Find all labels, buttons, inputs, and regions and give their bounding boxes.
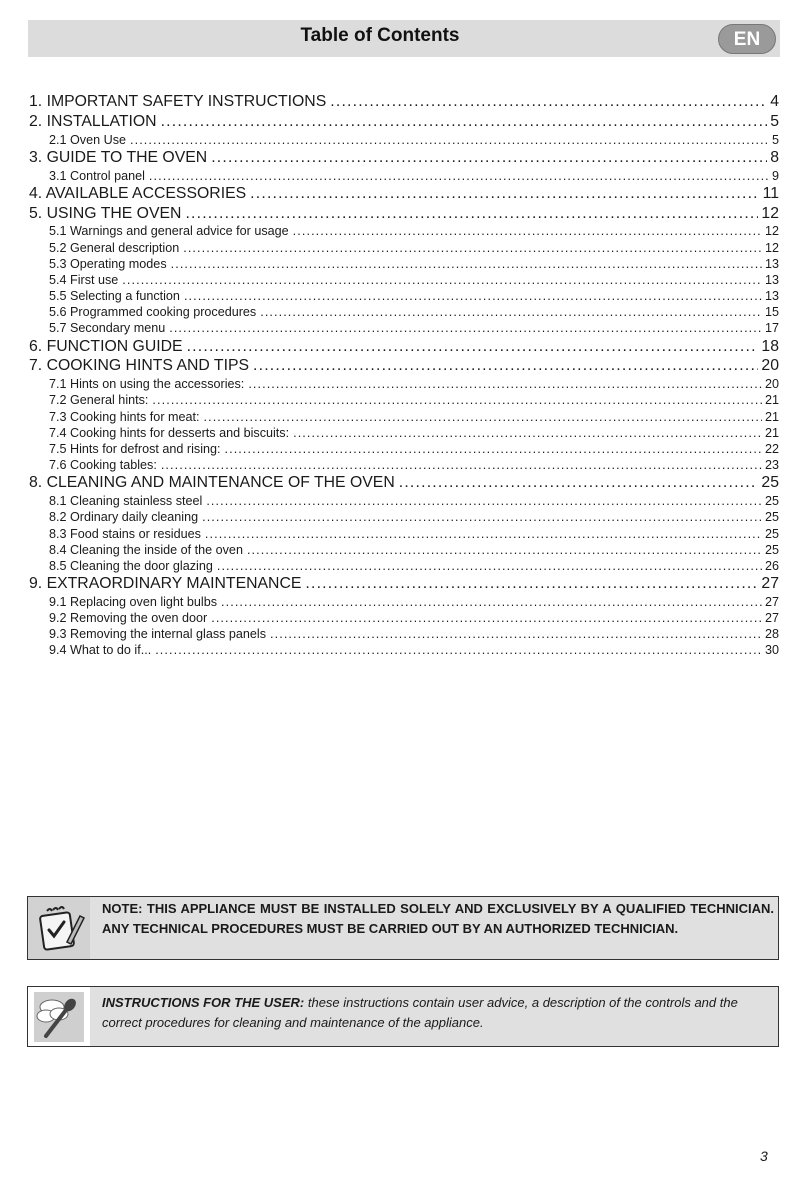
toc-section-entry [29, 392, 779, 408]
toc-section-entry [29, 376, 779, 392]
toc-entry-title: 5. USING THE OVEN [29, 204, 182, 222]
toc-entry-title: 8.2 Ordinary daily cleaning [49, 510, 199, 525]
toc-entry-title: 6. FUNCTION GUIDE [29, 337, 183, 355]
toc-entry-title: 3.1 Control panel [49, 168, 145, 183]
toc-dot-leader [293, 223, 762, 239]
toc-entry-title: 9. EXTRAORDINARY MAINTENANCE [29, 575, 302, 593]
table-of-contents [29, 92, 779, 659]
toc-entry-title: 5.6 Programmed cooking procedures [49, 305, 257, 320]
toc-dot-leader [130, 132, 769, 148]
toc-entry-page: 13 [764, 289, 779, 304]
toc-entry-page: 25 [764, 494, 779, 509]
notepad-pencil-icon [28, 897, 90, 959]
toc-entry-page: 20 [761, 357, 779, 375]
toc-entry-title: 8.3 Food stains or residues [49, 526, 201, 541]
toc-dot-leader [247, 542, 762, 558]
toc-section-entry [29, 256, 779, 272]
toc-dot-leader [205, 526, 762, 542]
toc-entry-page: 17 [764, 321, 779, 336]
toc-dot-leader [152, 392, 762, 408]
toc-entry-page: 9 [771, 168, 779, 183]
toc-dot-leader [221, 594, 762, 610]
toc-chapter-entry [29, 204, 779, 224]
toc-entry-title: 2.1 Oven Use [49, 132, 127, 147]
toc-entry-title: 5.3 Operating modes [49, 256, 167, 271]
toc-entry-page: 28 [764, 627, 779, 642]
toc-section-entry [29, 304, 779, 320]
toc-section-entry [29, 493, 779, 509]
toc-entry-title: 5.4 First use [49, 272, 119, 287]
toc-dot-leader [270, 626, 762, 642]
toc-dot-leader [161, 112, 768, 132]
toc-entry-page: 25 [764, 510, 779, 525]
technician-note-text: NOTE: THIS APPLIANCE MUST BE INSTALLED SOLELY AND EXCLUSIVELY BY A QUALIFIED TECHNICIAN. ANY TECHNICAL PROCEDURES MUST BE CARRIED OUT BY AN AUTHORIZED TECHNICIAN. [102, 901, 774, 936]
toc-dot-leader [202, 509, 762, 525]
toc-entry-title: 8.5 Cleaning the door glazing [49, 558, 213, 573]
toc-entry-page: 27 [761, 575, 779, 593]
toc-chapter-entry [29, 92, 779, 112]
toc-entry-title: 9.2 Removing the oven door [49, 611, 208, 626]
toc-section-entry [29, 509, 779, 525]
toc-dot-leader [293, 425, 762, 441]
toc-entry-page: 13 [764, 272, 779, 287]
toc-entry-title: 7.3 Cooking hints for meat: [49, 409, 200, 424]
toc-chapter-entry [29, 148, 779, 168]
toc-dot-leader [169, 320, 762, 336]
toc-entry-page: 12 [761, 204, 779, 222]
toc-entry-title: 4. AVAILABLE ACCESSORIES [29, 184, 247, 202]
toc-dot-leader [206, 493, 762, 509]
toc-section-entry [29, 441, 779, 457]
toc-section-entry [29, 425, 779, 441]
toc-entry-page: 27 [764, 611, 779, 626]
toc-entry-page: 30 [764, 643, 779, 658]
toc-dot-leader [250, 184, 759, 204]
toc-entry-title: 9.1 Replacing oven light bulbs [49, 594, 218, 609]
toc-chapter-entry [29, 473, 779, 493]
toc-entry-title: 7.6 Cooking tables: [49, 458, 157, 473]
user-instructions-note [27, 986, 779, 1047]
toc-dot-leader [149, 168, 769, 184]
toc-section-entry [29, 223, 779, 239]
toc-section-entry [29, 320, 779, 336]
toc-entry-page: 21 [764, 425, 779, 440]
toc-dot-leader [211, 148, 767, 168]
toc-dot-leader [183, 240, 762, 256]
toc-entry-title: 8.4 Cleaning the inside of the oven [49, 542, 243, 557]
toc-entry-page: 21 [764, 409, 779, 424]
toc-entry-title: 7. COOKING HINTS AND TIPS [29, 357, 250, 375]
toc-entry-title: 9.3 Removing the internal glass panels [49, 627, 267, 642]
toc-entry-page: 25 [764, 542, 779, 557]
toc-entry-page: 12 [764, 224, 779, 239]
toc-entry-title: 5.7 Secondary menu [49, 321, 166, 336]
toc-section-entry [29, 132, 779, 148]
toc-entry-title: 8. CLEANING AND MAINTENANCE OF THE OVEN [29, 474, 395, 492]
technician-note [27, 896, 779, 960]
toc-dot-leader [211, 610, 762, 626]
toc-chapter-entry [29, 356, 779, 376]
toc-entry-page: 27 [764, 594, 779, 609]
toc-entry-page: 26 [764, 558, 779, 573]
toc-dot-leader [185, 204, 758, 224]
toc-dot-leader [161, 457, 762, 473]
toc-dot-leader [187, 337, 759, 357]
toc-section-entry [29, 542, 779, 558]
toc-section-entry [29, 288, 779, 304]
toc-entry-title: 1. IMPORTANT SAFETY INSTRUCTIONS [29, 93, 327, 110]
toc-dot-leader [184, 288, 762, 304]
toc-entry-page: 20 [764, 377, 779, 392]
toc-dot-leader [253, 356, 758, 376]
toc-section-entry [29, 526, 779, 542]
toc-dot-leader [171, 256, 762, 272]
toc-section-entry [29, 558, 779, 574]
toc-entry-title: 5.1 Warnings and general advice for usage [49, 224, 289, 239]
toc-entry-page: 15 [764, 305, 779, 320]
toc-entry-page: 13 [764, 256, 779, 271]
toc-section-entry [29, 240, 779, 256]
toc-dot-leader [260, 304, 762, 320]
toc-dot-leader [225, 441, 762, 457]
toc-section-entry [29, 409, 779, 425]
toc-dot-leader [399, 473, 759, 493]
toc-chapter-entry [29, 574, 779, 594]
toc-entry-page: 25 [761, 474, 779, 492]
toc-entry-page: 22 [764, 442, 779, 457]
toc-entry-page: 25 [764, 526, 779, 541]
toc-section-entry [29, 610, 779, 626]
toc-entry-page: 21 [764, 393, 779, 408]
toc-section-entry [29, 272, 779, 288]
language-badge: EN [718, 24, 776, 54]
toc-dot-leader [248, 376, 762, 392]
toc-dot-leader [204, 409, 762, 425]
toc-entry-page: 18 [761, 337, 779, 355]
toc-section-entry [29, 626, 779, 642]
toc-entry-title: 5.5 Selecting a function [49, 289, 180, 304]
toc-entry-page: 11 [762, 184, 779, 202]
toc-section-entry [29, 457, 779, 473]
toc-dot-leader [217, 558, 762, 574]
toc-section-entry [29, 168, 779, 184]
toc-entry-title: 2. INSTALLATION [29, 112, 157, 130]
toc-entry-title: 7.2 General hints: [49, 393, 149, 408]
header-bar [28, 20, 780, 57]
toc-entry-title: 7.5 Hints for defrost and rising: [49, 442, 221, 457]
user-instructions-body: these instructions contain user advice, a description of the controls and the correct procedures for cleaning and maintenance of the appliance. [102, 995, 738, 1030]
toc-entry-page: 4 [770, 93, 779, 110]
user-instructions-text [90, 987, 778, 1046]
toc-dot-leader [122, 272, 762, 288]
toc-chapter-entry [29, 112, 779, 132]
toc-dot-leader [305, 574, 758, 594]
toc-dot-leader [330, 92, 767, 112]
toc-dot-leader [155, 642, 762, 658]
toc-entry-title: 5.2 General description [49, 240, 180, 255]
page-title: Table of Contents [300, 25, 460, 46]
user-instructions-label: INSTRUCTIONS FOR THE USER: [102, 995, 305, 1010]
toc-section-entry [29, 594, 779, 610]
toc-entry-page: 5 [771, 132, 779, 147]
toc-entry-page: 12 [764, 240, 779, 255]
toc-entry-title: 3. GUIDE TO THE OVEN [29, 148, 208, 166]
toc-chapter-entry [29, 184, 779, 204]
toc-entry-page: 23 [764, 458, 779, 473]
page-number: 3 [760, 1148, 768, 1164]
toc-entry-page: 5 [770, 112, 779, 130]
toc-entry-title: 7.1 Hints on using the accessories: [49, 377, 245, 392]
toc-entry-title: 8.1 Cleaning stainless steel [49, 494, 203, 509]
toc-entry-page: 8 [770, 148, 779, 166]
toc-entry-title: 7.4 Cooking hints for desserts and biscuits: [49, 425, 290, 440]
toc-entry-title: 9.4 What to do if... [49, 643, 152, 658]
toc-chapter-entry [29, 337, 779, 357]
toc-section-entry [29, 642, 779, 658]
chef-spoon-icon [28, 987, 90, 1046]
